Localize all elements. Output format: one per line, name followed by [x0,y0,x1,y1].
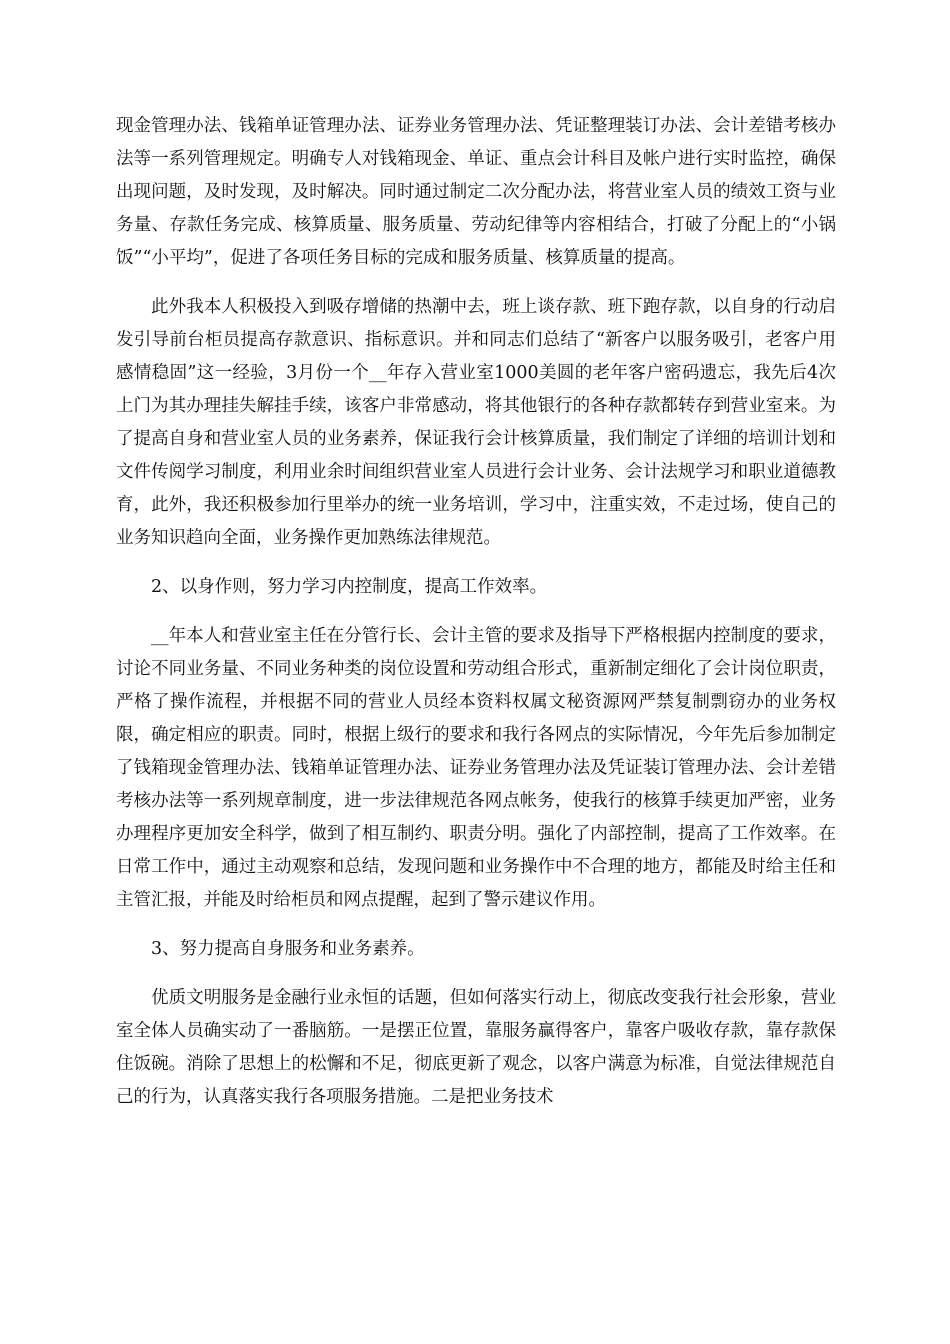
paragraph-management-rules: 现金管理办法、钱箱单证管理办法、证券业务管理办法、凭证整理装订办法、会计差错考核办法等一系列管理规定。明确专人对钱箱现金、单证、重点会计科目及帐户进行实时监控，确保出现问题，及时发现，及时解决。同时通过制定二次分配办法，将营业室人员的绩效工资与业务量、存款任务完成、核算质量、服务质量、劳动纪律等内容相结合，打破了分配上的“小锅饭”“小平均”，促进了各项任务目标的完成和服务质量、核算质量的提高。 [116,116,836,268]
section-heading-internal-control: 2、以身作则，努力学习内控制度，提高工作效率。 [151,577,548,597]
section-heading-service-quality: 3、努力提高自身服务和业务素养。 [151,939,425,959]
paragraph-internal-control: __年本人和营业室主任在分管行长、会计主管的要求及指导下严格根据内控制度的要求，讨论不同业务量、不同业务种类的岗位设置和劳动组合形式，重新制定细化了会计岗位职责，严格了操作流程，并根据不同的营业人员经本资料权属文秘资源网严禁复制剽窃办的业务权限，确定相应的职责。同时，根据上级行的要求和我行各网点的实际情况，今年先后参加制定了钱箱现金管理办法、钱箱单证管理办法、证券业务管理办法及凭证装订管理办法、会计差错考核办法等一系列规章制度，进一步法律规范各网点帐务，使我行的核算手续更加严密，业务办理程序更加安全科学，做到了相互制约、职责分明。强化了内部控制，提高了工作效率。在日常工作中，通过主动观察和总结，发现问题和业务操作中不合理的地方，都能及时给主任和主管汇报，并能及时给柜员和网点提醒，起到了警示建议作用。 [116,626,836,910]
paragraph-service-quality: 优质文明服务是金融行业永恒的话题，但如何落实行动上，彻底改变我行社会形象，营业室全体人员确实动了一番脑筋。一是摆正位置，靠服务赢得客户，靠客户吸收存款，靠存款保住饭碗。消除了思想上的松懈和不足，彻底更新了观念，以客户满意为标准，自觉法律规范自己的行为，认真落实我行各项服务措施。二是把业务技术 [116,988,836,1107]
document-page [116,110,836,1130]
paragraph-deposit-drive: 此外我本人积极投入到吸存增储的热潮中去，班上谈存款、班下跑存款，以自身的行动启发引导前台柜员提高存款意识、指标意识。并和同志们总结了“新客户以服务吸引，老客户用感情稳固”这一经验，3月份一个__年存入营业室1000美圆的老年客户密码遗忘，我先后4次上门为其办理挂失解挂手续，该客户非常感动，将其他银行的各种存款都转存到营业室来。为了提高自身和营业室人员的业务素养，保证我行会计核算质量，我们制定了详细的培训计划和文件传阅学习制度，利用业余时间组织营业室人员进行会计业务、会计法规学习和职业道德教育，此外，我还积极参加行里举办的统一业务培训，学习中，注重实效，不走过场，使自己的业务知识趋向全面，业务操作更加熟练法律规范。 [116,297,836,548]
